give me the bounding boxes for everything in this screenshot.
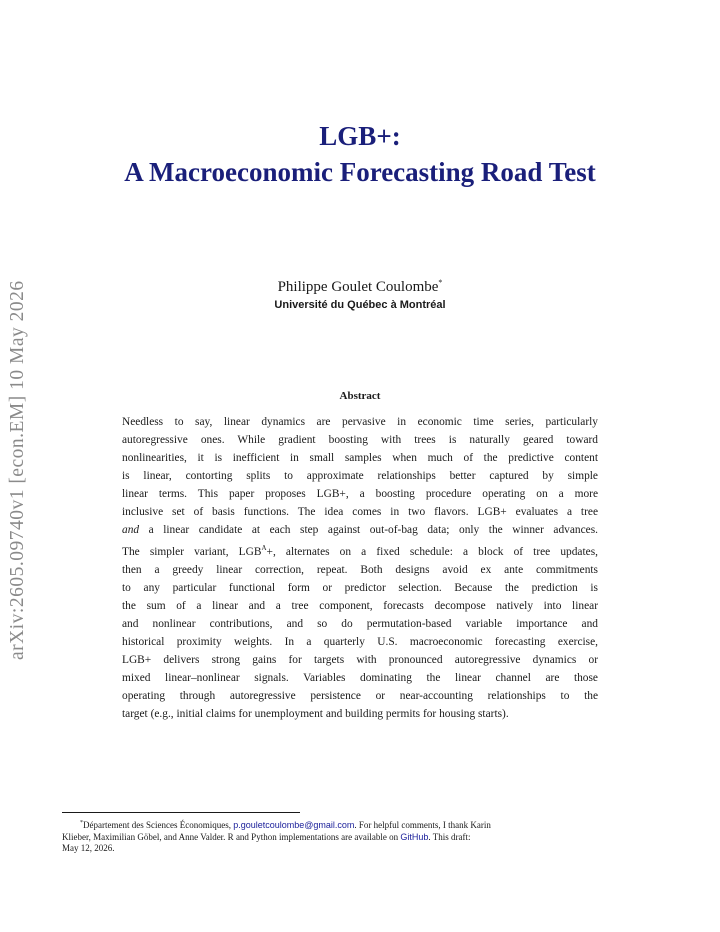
footnote-line: Klieber, Maximilian Göbel, and Anne Valder. R and Python implementations are available on GitHub. This draft: bbox=[62, 831, 471, 842]
abstract-line: inclusive set of basis functions. The idea comes in two flavors. LGB+ evaluates a tree bbox=[122, 506, 598, 518]
abstract-line: the sum of a linear and a tree component, forecasts decompose natively into linear bbox=[122, 599, 598, 612]
abstract-line: nonlinearities, it is inefficient in small samples when much of the predictive content bbox=[122, 452, 598, 464]
abstract-line: and nonlinear contributions, and so do permutation-based variable importance and bbox=[122, 617, 598, 630]
arxiv-identifier-stamp: arXiv:2605.09740v1 [econ.EM] 10 May 2026 bbox=[7, 280, 28, 660]
abstract-heading: Abstract bbox=[339, 390, 381, 402]
footnote-line: May 12, 2026. bbox=[62, 843, 115, 853]
author-footnote-marker[interactable]: * bbox=[438, 278, 443, 287]
abstract-line: LGB+ delivers strong gains for targets with pronounced autoregressive dynamics or bbox=[122, 653, 598, 666]
github-link[interactable]: GitHub bbox=[400, 831, 429, 842]
abstract-line: to any particular functional form or predictor selection. Because the prediction is bbox=[122, 581, 598, 594]
abstract-line: target (e.g., initial claims for unemployment and building permits for housing starts). bbox=[122, 707, 509, 720]
email-link[interactable]: p.gouletcoulombe@gmail.com bbox=[233, 820, 355, 830]
footnote-line: *Département des Sciences Économiques, p.gouletcoulombe@gmail.com. For helpful comments, I thank Karin bbox=[80, 820, 491, 830]
emphasized-word: and bbox=[122, 524, 140, 536]
title-line-1: LGB+: bbox=[319, 121, 401, 151]
variant-superscript: A bbox=[261, 544, 267, 552]
footnote-divider bbox=[62, 812, 300, 813]
footnote bbox=[62, 818, 658, 855]
footnote-marker: * bbox=[80, 820, 83, 826]
abstract-line: The simpler variant, $LGB^A+$, alternates on a fixed schedule: a block of tree updates, bbox=[122, 544, 598, 558]
abstract-line: mixed linear–nonlinear signals. Variables dominating the linear channel are those bbox=[122, 671, 598, 684]
abstract-line: operating through autoregressive persistence or near-accounting relationships to the bbox=[122, 689, 598, 702]
author-affiliation: Université du Québec à Montréal bbox=[274, 299, 446, 311]
abstract-line: and a linear candidate at each step against out-of-bag data; only the winner advances. bbox=[122, 524, 598, 536]
abstract-line: historical proximity weights. In a quarterly U.S. macroeconomic forecasting exercise, bbox=[122, 635, 598, 648]
author-block bbox=[0, 276, 720, 311]
author-name: Philippe Goulet Coulombe* bbox=[277, 278, 443, 295]
abstract-body bbox=[122, 413, 598, 723]
title-line-2: A Macroeconomic Forecasting Road Test bbox=[124, 157, 596, 187]
abstract-line: autoregressive ones. While gradient boosting with trees is naturally geared toward bbox=[122, 434, 598, 446]
paper-title bbox=[0, 118, 720, 190]
abstract-line: is linear, contorting splits to approximate relationships better captured by simple bbox=[122, 470, 598, 482]
abstract-line: Needless to say, linear dynamics are pervasive in economic time series, particularly bbox=[122, 416, 598, 428]
abstract-line: linear terms. This paper proposes LGB+, a boosting procedure operating on a more bbox=[122, 488, 598, 500]
abstract-line: then a greedy linear correction, repeat. Both designs avoid ex ante commitments bbox=[122, 563, 598, 576]
